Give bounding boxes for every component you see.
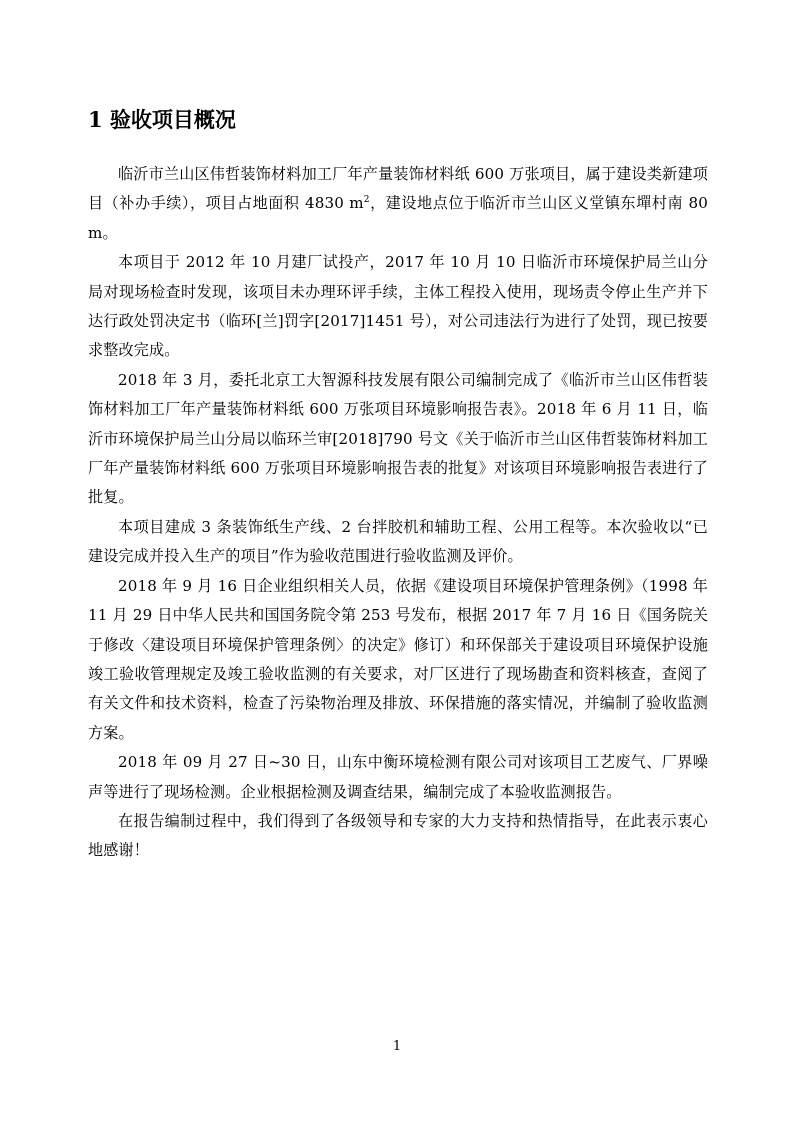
superscript-unit: 2: [363, 195, 370, 206]
paragraph-acceptance-scope: 本项目建成 3 条装饰纸生产线、2 台拌胶机和辅助工程、公用工程等。本次验收以“已建设完成并投入生产的项目”作为验收范围进行验收监测及评价。: [88, 517, 708, 566]
paragraph-site-monitoring: 2018 年 09 月 27 日~30 日，山东中衡环境检测有限公司对该项目工艺废气、厂界噪声等进行了现场检测。企业根据检测及调查结果，编制完成了本验收监测报告。: [88, 753, 708, 801]
paragraph-regulatory-basis: 2018 年 9 月 16 日企业组织相关人员，依据《建设项目环境保护管理条例》（1998 年 11 月 29 日中华人民共和国国务院令第 253 号发布，根据 2017 年 7 月 16 日《国务院关于修改〈建设项目环境保护管理条例〉的决定》修订）和环保部关于建设项目环境保护设施竣工验收管理规定及竣工验收监测的有关要求，对厂区进行了现场勘查和资料核查，查阅了有关文件和技术资料，检查了污染物治理及排放、环保措施的落实情况，并编制了验收监测方案。: [88, 576, 708, 742]
paragraph-project-overview: [88, 160, 708, 248]
paragraph-penalty-history: 本项目于 2012 年 10 月建厂试投产，2017 年 10 月 10 日临沂市环境保护局兰山分局对现场检查时发现，该项目未办理环评手续，主体工程投入使用，现场责令停止生产并下达行政处罚决定书（临环[兰]罚字[2017]1451 号），对公司违法行为进行了处罚，现已按要求整改完成。: [88, 253, 708, 360]
page-number: 1: [392, 1039, 402, 1054]
paragraph-eia-approval: 2018 年 3 月，委托北京工大智源科技发展有限公司编制完成了《临沂市兰山区伟哲装饰材料加工厂年产量装饰材料纸 600 万张项目环境影响报告表》。2018 年 6 月 11 日，临沂市环境保护局兰山分局以临环兰审[2018]790 号文《关于临沂市兰山区伟哲装饰材料加工厂年产量装饰材料纸 600 万张项目环境影响报告表的批复》对该项目环境影响报告表进行了批复。: [88, 370, 708, 507]
section-heading: 1 验收项目概况: [88, 107, 236, 132]
paragraph-text: 临沂市兰山区伟哲装饰材料加工厂年产量装饰材料纸 600 万张项目，属于建设类新建项目（补办手续），项目占地面积 4830 m: [88, 165, 708, 213]
body-text: [88, 160, 708, 866]
paragraph-acknowledgement: 在报告编制过程中，我们得到了各级领导和专家的大力支持和热情指导，在此表示衷心地感谢！: [88, 811, 708, 860]
paragraph-text: ，建设地点位于临沂市兰山区义堂镇东墠村南 80 m。: [88, 194, 708, 242]
